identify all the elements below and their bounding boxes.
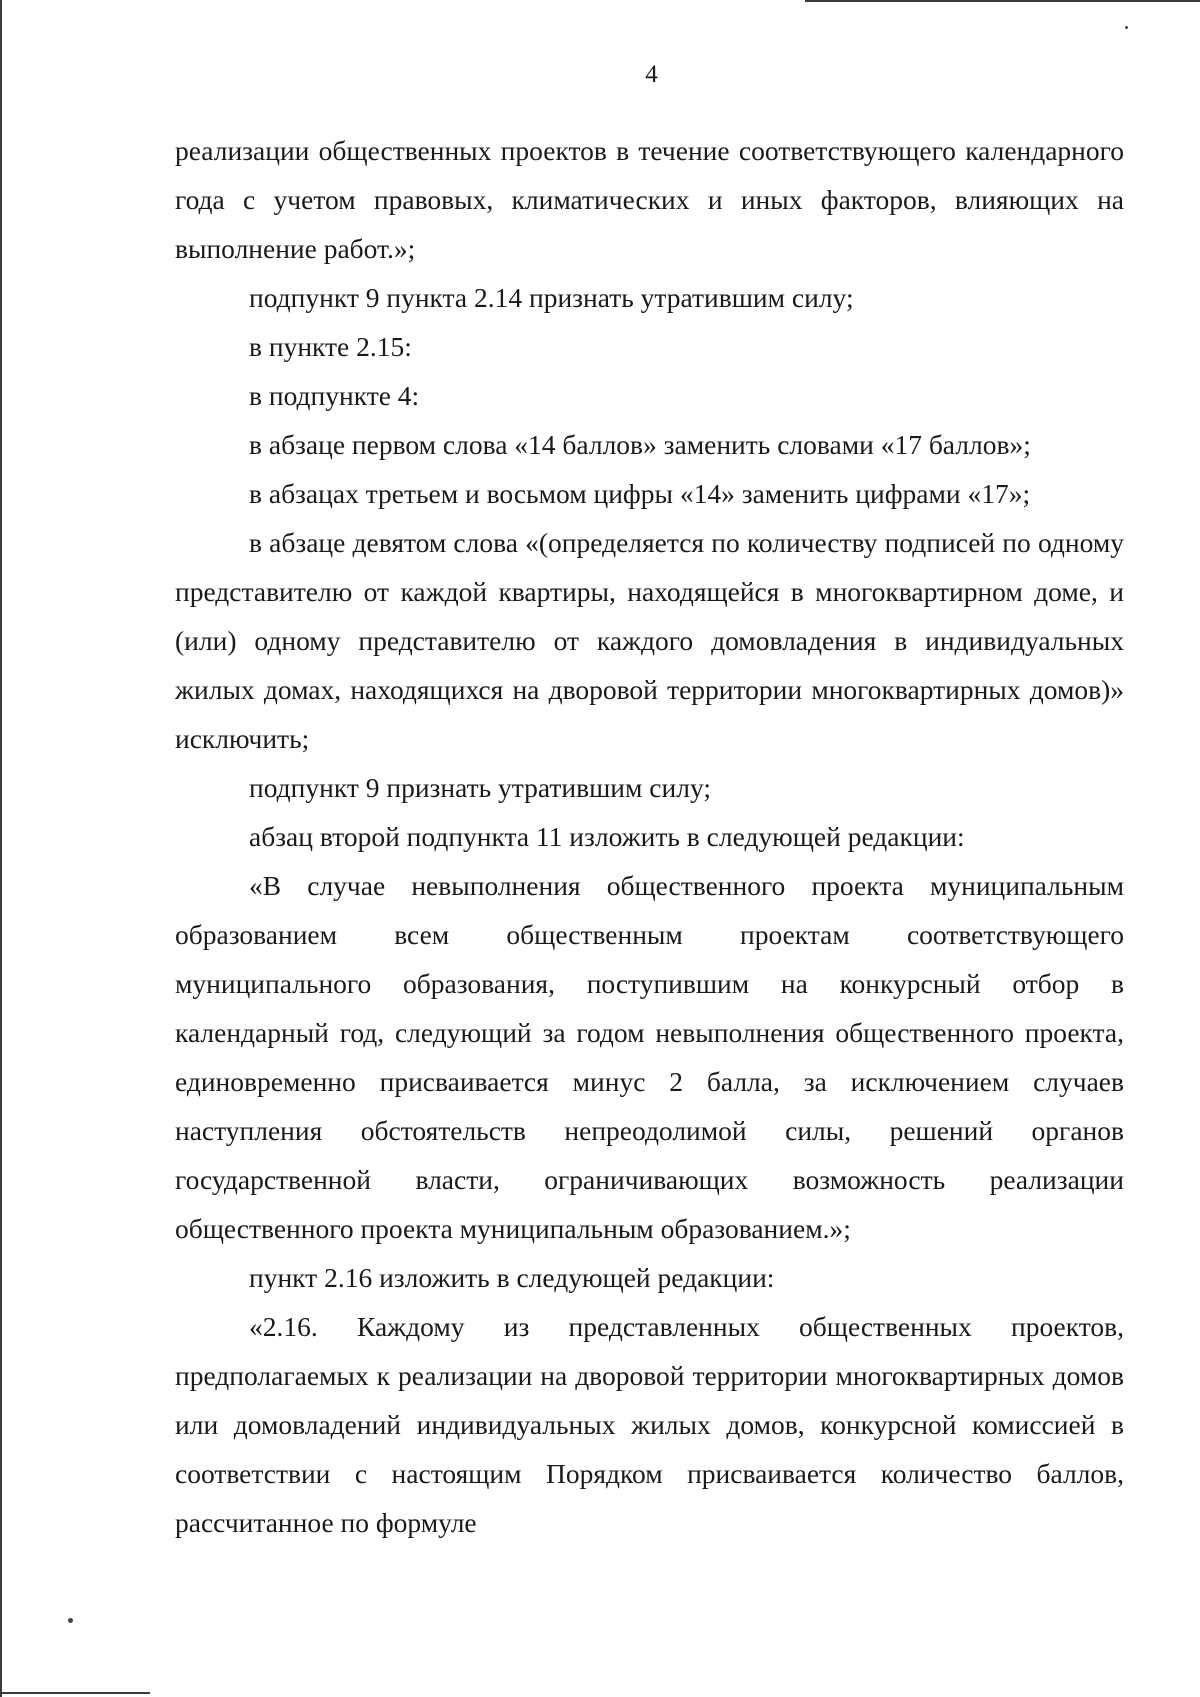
paragraph: пункт 2.16 изложить в следующей редакции: — [249, 1262, 775, 1293]
paragraph: в подпункте 4: — [249, 380, 420, 411]
page-number: 4 — [645, 61, 658, 88]
paragraph: подпункт 9 пункта 2.14 признать утратившим силу; — [249, 282, 854, 313]
paragraph: «2.16. Каждому из представленных общественных проектов, предполагаемых к реализации на дворовой территории многоквартирных домов или домовладений индивидуальных жилых домов, конкурсной комиссией в соответствии с настоящим Порядком присваивается количество баллов, рассчитанное по формуле — [175, 1311, 1124, 1538]
paragraph: в абзаце девятом слова «(определяется по количеству подписей по одному представителю от каждой квартиры, находящейся в многоквартирном доме, и (или) одному представителю от каждого домовладения в индивидуальных жилых домах, находящихся на дворовой территории многоквартирных домов)» исключить; — [175, 527, 1124, 754]
scan-speck — [68, 1618, 73, 1623]
paragraph: «В случае невыполнения общественного проекта муниципальным образованием всем общественным проектам соответствующего муниципального образования, поступившим на конкурсный отбор в календарный год, следующий за годом невыполнения общественного проекта, единовременно присваивается минус 2 балла, за исключением случаев наступления обстоятельств непреодолимой силы, решений органов государственной власти, ограничивающих возможность реализации общественного проекта муниципальным образованием.»; — [175, 870, 1124, 1244]
scan-edge-bottom — [0, 1692, 150, 1694]
paragraph: реализации общественных проектов в течение соответствующего календарного года с учетом правовых, климатических и иных факторов, влияющих на выполнение работ.»; — [175, 135, 1124, 264]
document-body — [175, 126, 1124, 1547]
paragraph: абзац второй подпункта 11 изложить в следующей редакции: — [249, 821, 965, 852]
scan-edge-left — [0, 0, 2, 1697]
paragraph: подпункт 9 признать утратившим силу; — [249, 772, 711, 803]
paragraph: в абзацах третьем и восьмом цифры «14» заменить цифрами «17»; — [249, 478, 1031, 509]
paragraph: в пункте 2.15: — [249, 331, 412, 362]
paragraph: в абзаце первом слова «14 баллов» заменить словами «17 баллов»; — [249, 429, 1031, 460]
scan-speck — [1125, 26, 1128, 29]
scan-edge-top — [805, 0, 1200, 2]
